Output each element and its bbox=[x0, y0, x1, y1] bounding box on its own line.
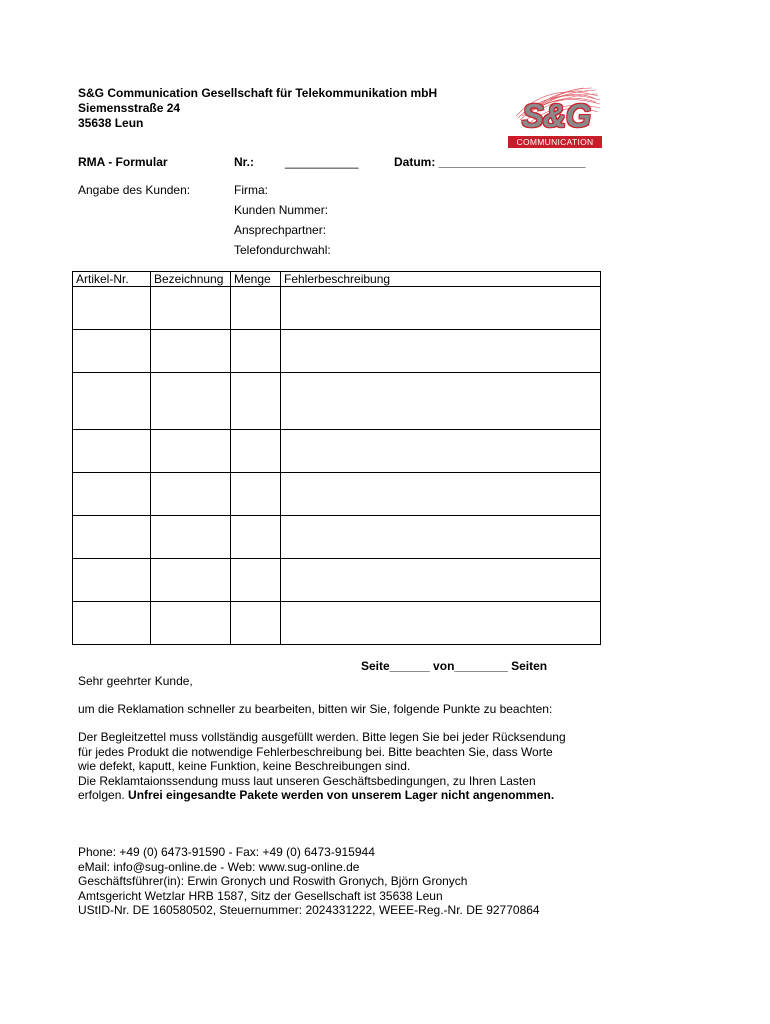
nr-field[interactable]: ___________ bbox=[285, 155, 359, 169]
table-row bbox=[73, 373, 601, 430]
table-row bbox=[73, 559, 601, 602]
cell-bezeichnung[interactable] bbox=[151, 373, 231, 430]
paragraph-line: Der Begleitzettel muss vollständig ausgefüllt werden. Bitte legen Sie bei jeder Rücksendung bbox=[78, 730, 566, 744]
company-logo bbox=[508, 86, 602, 152]
cell-fehlerbeschreibung[interactable] bbox=[281, 602, 601, 645]
cell-fehlerbeschreibung[interactable] bbox=[281, 373, 601, 430]
cell-bezeichnung[interactable] bbox=[151, 287, 231, 330]
telefondurchwahl-field[interactable]: Telefondurchwahl: bbox=[234, 243, 331, 257]
salutation: Sehr geehrter Kunde, bbox=[78, 674, 193, 688]
table-header-row bbox=[73, 272, 601, 287]
logo-sub-text: COMMUNICATION bbox=[508, 136, 602, 148]
cell-menge[interactable] bbox=[231, 559, 281, 602]
cell-bezeichnung[interactable] bbox=[151, 516, 231, 559]
cell-bezeichnung[interactable] bbox=[151, 430, 231, 473]
paragraph-line: für jedes Produkt die notwendige Fehlerbeschreibung bei. Bitte beachten Sie, dass Worte bbox=[78, 744, 553, 759]
col-header-artikel-nr: Artikel-Nr. bbox=[73, 272, 151, 287]
cell-fehlerbeschreibung[interactable] bbox=[281, 473, 601, 516]
nr-label: Nr.: bbox=[234, 155, 255, 169]
firma-field[interactable]: Firma: bbox=[234, 183, 268, 197]
footer-management: Geschäftsführer(in): Erwin Gronych und Roswith Gronych, Björn Gronych bbox=[78, 874, 468, 888]
paragraph-prefix: erfolgen. bbox=[78, 788, 125, 802]
ansprechpartner-field[interactable]: Ansprechpartner: bbox=[234, 223, 327, 237]
col-header-bezeichnung: Bezeichnung bbox=[151, 272, 231, 287]
cell-artikel-nr[interactable] bbox=[73, 602, 151, 645]
footer-tax: UStID-Nr. DE 160580502, Steuernummer: 2024331222, WEEE-Reg.-Nr. DE 92770864 bbox=[78, 903, 540, 917]
cell-menge[interactable] bbox=[231, 373, 281, 430]
cell-fehlerbeschreibung[interactable] bbox=[281, 559, 601, 602]
col-header-menge: Menge bbox=[231, 272, 281, 287]
paragraph-emphasis: Unfrei eingesandte Pakete werden von unserem Lager nicht angenommen. bbox=[128, 788, 555, 802]
form-title: RMA - Formular bbox=[78, 155, 168, 169]
table-row bbox=[73, 473, 601, 516]
footer-phone: Phone: +49 (0) 6473-91590 - Fax: +49 (0) 6473-915944 bbox=[78, 845, 375, 859]
cell-menge[interactable] bbox=[231, 473, 281, 516]
cell-menge[interactable] bbox=[231, 330, 281, 373]
company-street: Siemensstraße 24 bbox=[78, 101, 181, 115]
customer-label: Angabe des Kunden: bbox=[78, 183, 191, 197]
cell-artikel-nr[interactable] bbox=[73, 516, 151, 559]
cell-artikel-nr[interactable] bbox=[73, 559, 151, 602]
footer-email: eMail: info@sug-online.de - Web: www.sug-online.de bbox=[78, 859, 360, 874]
cell-artikel-nr[interactable] bbox=[73, 373, 151, 430]
table-row bbox=[73, 287, 601, 330]
cell-fehlerbeschreibung[interactable] bbox=[281, 330, 601, 373]
table-row bbox=[73, 330, 601, 373]
company-name: S&G Communication Gesellschaft für Telekommunikation mbH bbox=[78, 86, 438, 100]
paragraph-line: wie defekt, kaputt, keine Funktion, keine Beschreibungen sind. bbox=[78, 759, 411, 773]
cell-artikel-nr[interactable] bbox=[73, 430, 151, 473]
cell-bezeichnung[interactable] bbox=[151, 602, 231, 645]
company-city: 35638 Leun bbox=[78, 116, 144, 130]
cell-bezeichnung[interactable] bbox=[151, 330, 231, 373]
cell-fehlerbeschreibung[interactable] bbox=[281, 430, 601, 473]
cell-fehlerbeschreibung[interactable] bbox=[281, 287, 601, 330]
paragraph-line: Die Reklamtaionssendung muss laut unseren Geschäftsbedingungen, zu Ihren Lasten bbox=[78, 773, 536, 788]
cell-menge[interactable] bbox=[231, 287, 281, 330]
cell-artikel-nr[interactable] bbox=[73, 473, 151, 516]
table-row bbox=[73, 602, 601, 645]
cell-bezeichnung[interactable] bbox=[151, 473, 231, 516]
paragraph-line bbox=[78, 788, 598, 803]
table-row bbox=[73, 430, 601, 473]
page-counter[interactable]: Seite______ von________ Seiten bbox=[361, 659, 548, 673]
table-row bbox=[73, 516, 601, 559]
intro-text: um die Reklamation schneller zu bearbeiten, bitten wir Sie, folgende Punkte zu beachten: bbox=[78, 702, 553, 716]
footer-register: Amtsgericht Wetzlar HRB 1587, Sitz der Gesellschaft ist 35638 Leun bbox=[78, 888, 443, 903]
cell-menge[interactable] bbox=[231, 516, 281, 559]
cell-artikel-nr[interactable] bbox=[73, 330, 151, 373]
cell-menge[interactable] bbox=[231, 602, 281, 645]
datum-field[interactable]: Datum: ______________________ bbox=[394, 155, 586, 169]
kunden-nummer-field[interactable]: Kunden Nummer: bbox=[234, 203, 329, 217]
logo-main-text: S&G bbox=[521, 97, 591, 134]
col-header-fehlerbeschreibung: Fehlerbeschreibung bbox=[281, 272, 601, 287]
cell-bezeichnung[interactable] bbox=[151, 559, 231, 602]
cell-menge[interactable] bbox=[231, 430, 281, 473]
cell-artikel-nr[interactable] bbox=[73, 287, 151, 330]
cell-fehlerbeschreibung[interactable] bbox=[281, 516, 601, 559]
rma-table bbox=[72, 271, 601, 645]
